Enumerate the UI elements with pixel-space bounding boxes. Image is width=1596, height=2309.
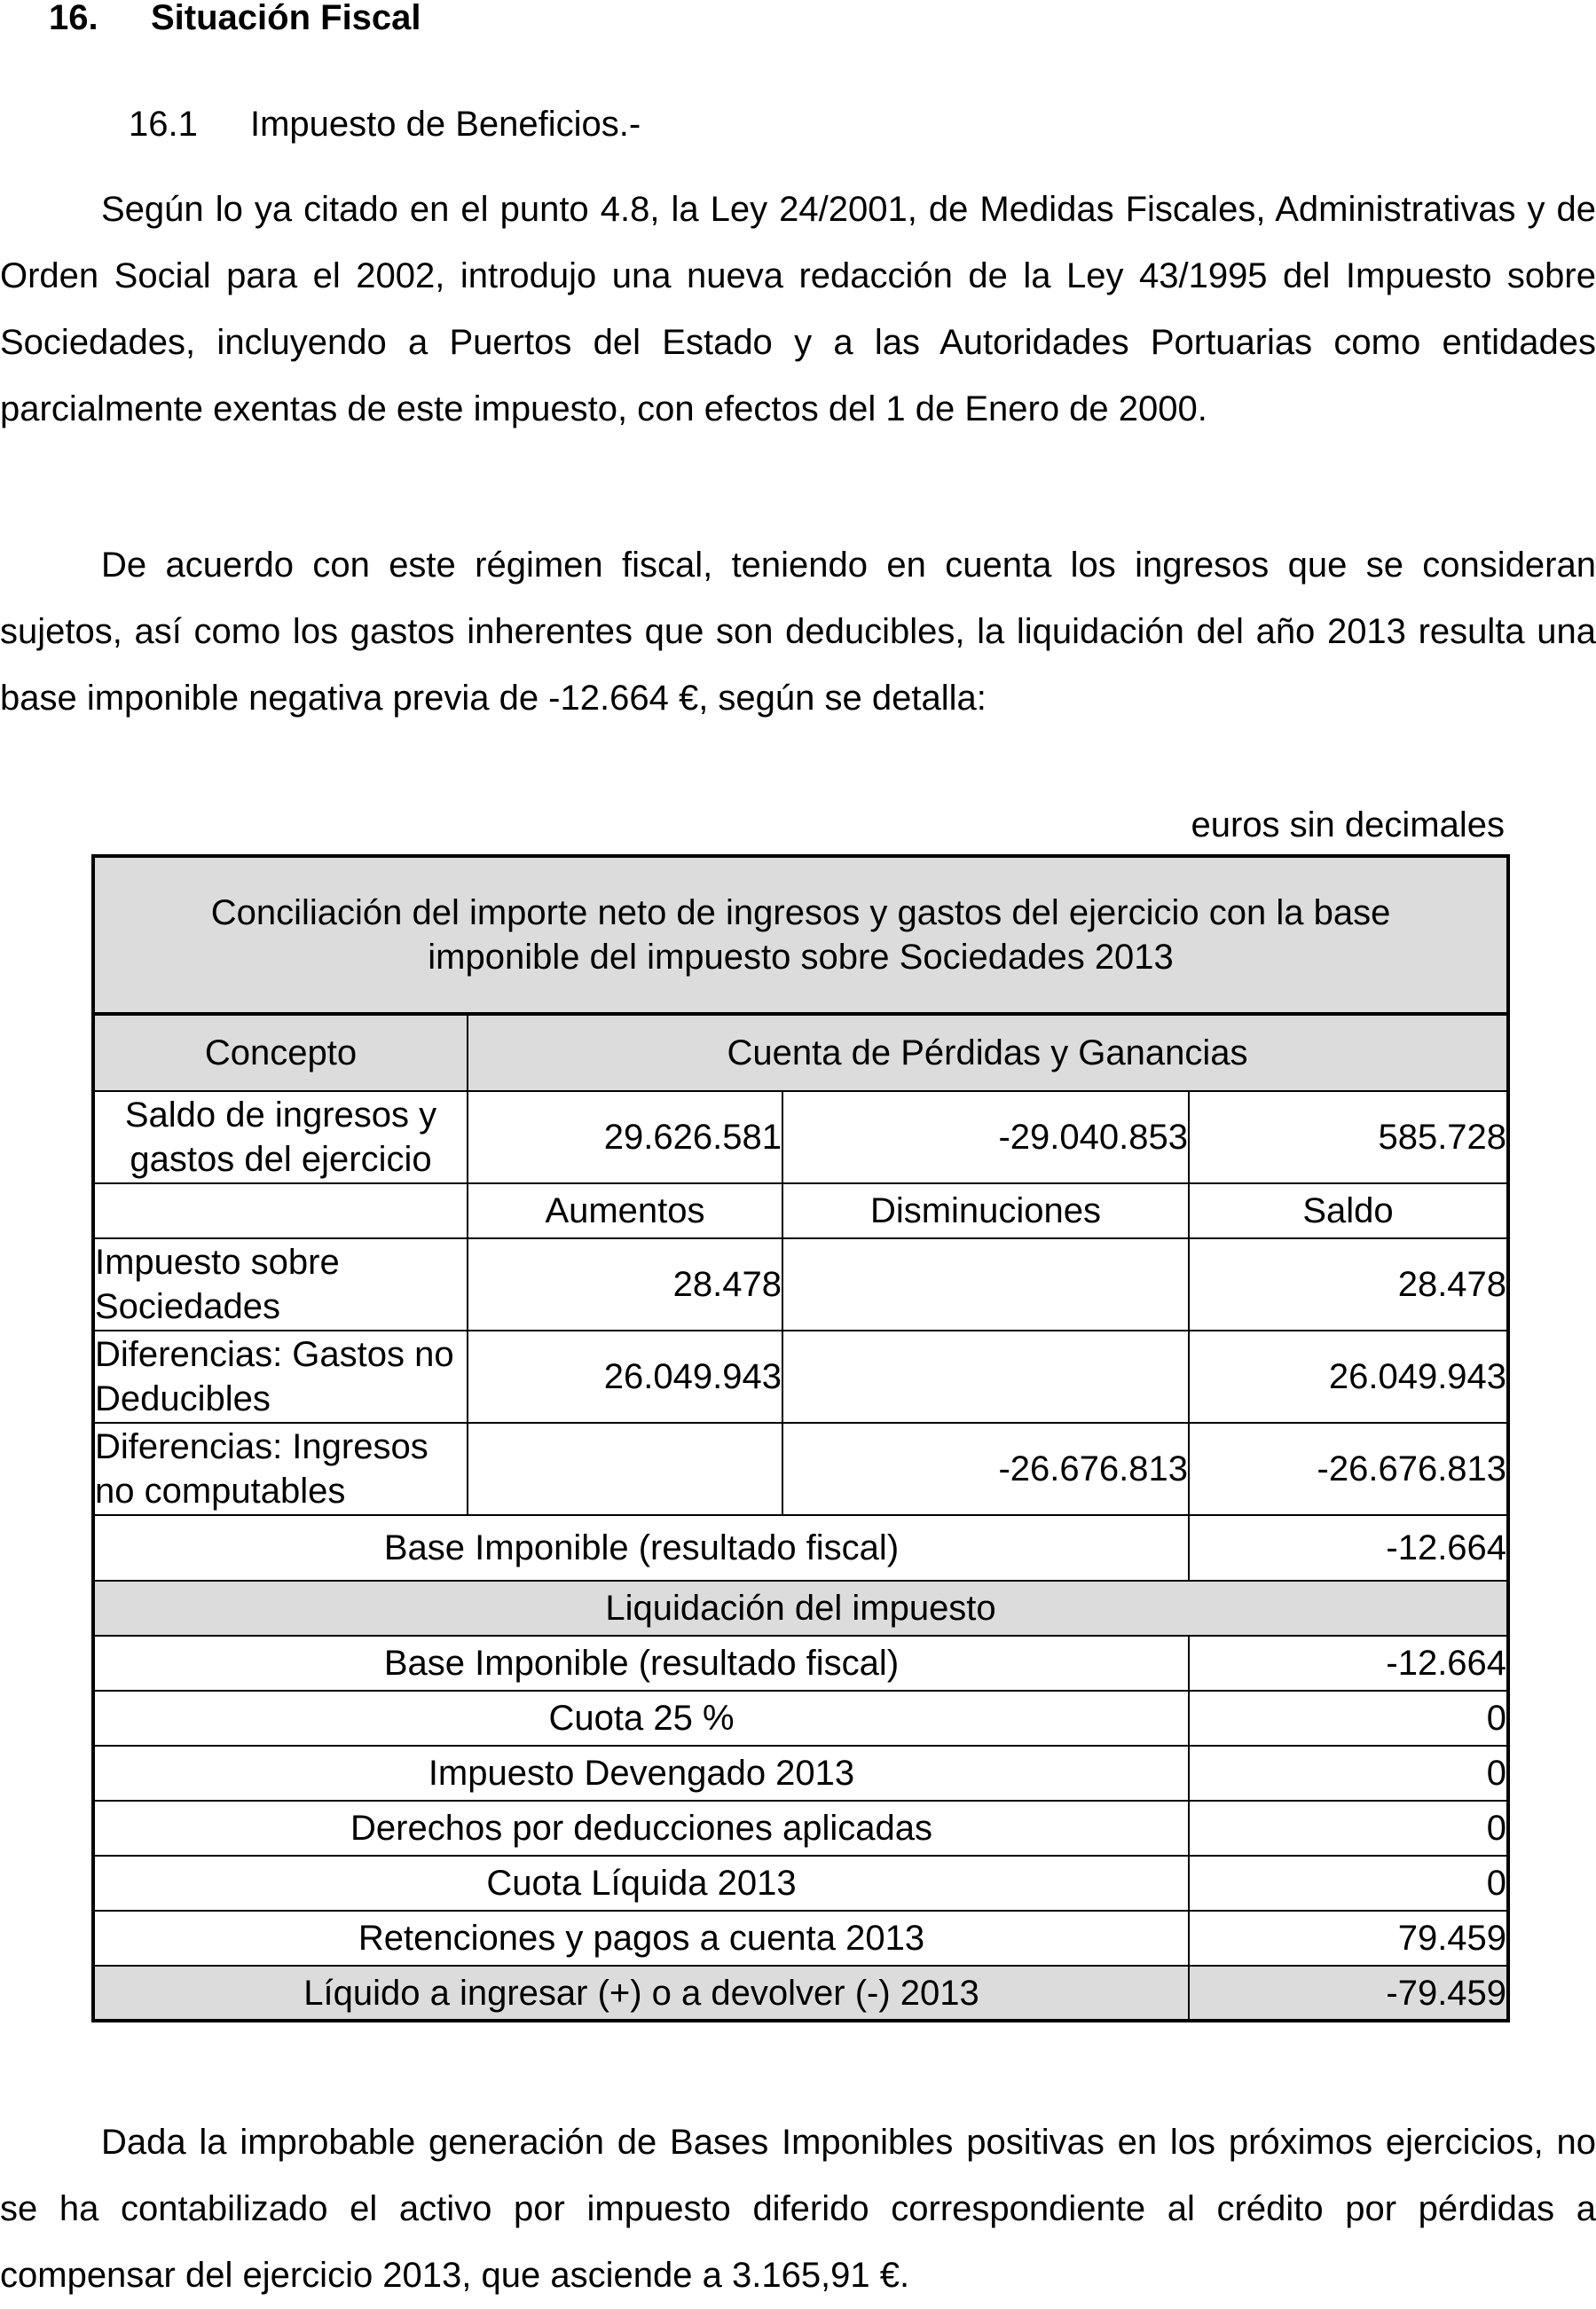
liquidacion-value: 0: [1189, 1801, 1508, 1856]
row-saldo: 28.478: [1189, 1238, 1508, 1331]
liquidacion-label: Impuesto Devengado 2013: [93, 1746, 1189, 1801]
row-saldo: -26.676.813: [1189, 1423, 1508, 1515]
liquidacion-label: Retenciones y pagos a cuenta 2013: [93, 1911, 1189, 1966]
table-row: [93, 1636, 1508, 1691]
paragraph-ley: Según lo ya citado en el punto 4.8, la Ley 24/2001, de Medidas Fiscales, Administrativas y de Orden Social para el 2002, introdujo una nueva redacción de la Ley 43/1995 del Impuesto sobre Sociedades, incluyendo a Puertos del Estado y a las Autoridades Portuarias como entidades parcialmente exentas de este impuesto, con efectos del 1 de Enero de 2000.: [0, 190, 1596, 428]
header-cuenta-pyg: Cuenta de Pérdidas y Ganancias: [468, 1014, 1508, 1091]
table-row: [93, 1238, 1508, 1331]
header-concepto: Concepto: [93, 1014, 468, 1091]
row-aumentos: 26.049.943: [468, 1331, 782, 1423]
table-row: [93, 1911, 1508, 1966]
liquido-value: -79.459: [1189, 1966, 1508, 2021]
subsection-heading: [129, 102, 641, 146]
paragraph-activo-diferido: Dada la improbable generación de Bases Imponibles positivas en los próximos ejercicios, no se ha contabilizado el activo por impuesto diferido correspondiente al crédito por pérdidas a compensar del ejercicio 2013, que asciende a 3.165,91 €.: [0, 2123, 1596, 2295]
table-row: [93, 1423, 1508, 1515]
section-heading: [49, 0, 421, 35]
section-number: 16.: [49, 0, 98, 37]
row-disminuciones: [782, 1238, 1189, 1331]
table-row: [93, 1691, 1508, 1746]
saldo-label: Saldo de ingresos y gastos del ejercicio: [93, 1091, 468, 1183]
table-title: Conciliación del importe neto de ingresos y gastos del ejercicio con la base imponible del impuesto sobre Sociedades 2013: [93, 856, 1508, 1014]
liquidacion-title: Liquidación del impuesto: [93, 1581, 1508, 1636]
table-row: [93, 1746, 1508, 1801]
subheader-empty: [93, 1183, 468, 1238]
liquidacion-title-row: [93, 1581, 1508, 1636]
table-row-liquido: [93, 1966, 1508, 2021]
saldo-value-neto: 585.728: [1189, 1091, 1508, 1183]
liquidacion-value: 0: [1189, 1746, 1508, 1801]
liquidacion-value: 0: [1189, 1856, 1508, 1911]
subsection-title: Impuesto de Beneficios.-: [250, 105, 641, 144]
liquidacion-value: 0: [1189, 1691, 1508, 1746]
base-imponible-label: Base Imponible (resultado fiscal): [93, 1515, 1189, 1581]
table-subheader-row: [93, 1183, 1508, 1238]
subheader-disminuciones: Disminuciones: [782, 1183, 1189, 1238]
liquidacion-label: Base Imponible (resultado fiscal): [93, 1636, 1189, 1691]
table-row: [93, 1801, 1508, 1856]
section-title: Situación Fiscal: [151, 0, 421, 37]
liquidacion-label: Cuota 25 %: [93, 1691, 1189, 1746]
table-header-row: [93, 1014, 1508, 1091]
saldo-value-ingresos: 29.626.581: [468, 1091, 782, 1183]
liquidacion-label: Cuota Líquida 2013: [93, 1856, 1189, 1911]
row-disminuciones: [782, 1331, 1189, 1423]
liquidacion-value: 79.459: [1189, 1911, 1508, 1966]
table-row: [93, 1856, 1508, 1911]
liquido-label: Líquido a ingresar (+) o a devolver (-) 2013: [93, 1966, 1189, 2021]
table-row-saldo: [93, 1091, 1508, 1183]
subheader-aumentos: Aumentos: [468, 1183, 782, 1238]
row-saldo: 26.049.943: [1189, 1331, 1508, 1423]
table-title-row: [93, 856, 1508, 1014]
table-row-base-imponible: [93, 1515, 1508, 1581]
liquidacion-label: Derechos por deducciones aplicadas: [93, 1801, 1189, 1856]
fiscal-reconciliation-table: [91, 854, 1510, 2022]
row-aumentos: [468, 1423, 782, 1515]
units-note: euros sin decimales: [1191, 805, 1505, 844]
saldo-value-gastos: -29.040.853: [782, 1091, 1189, 1183]
row-label: Impuesto sobre Sociedades: [93, 1238, 468, 1331]
base-imponible-value: -12.664: [1189, 1515, 1508, 1581]
subsection-number: 16.1: [129, 105, 198, 144]
row-disminuciones: -26.676.813: [782, 1423, 1189, 1515]
subheader-saldo: Saldo: [1189, 1183, 1508, 1238]
table-row: [93, 1331, 1508, 1423]
row-label: Diferencias: Ingresos no computables: [93, 1423, 468, 1515]
paragraph-regimen-fiscal: De acuerdo con este régimen fiscal, teniendo en cuenta los ingresos que se consideran sujetos, así como los gastos inherentes que son deducibles, la liquidación del año 2013 resulta una base imponible negativa previa de -12.664 €, según se detalla:: [0, 546, 1596, 718]
liquidacion-value: -12.664: [1189, 1636, 1508, 1691]
row-label: Diferencias: Gastos no Deducibles: [93, 1331, 468, 1423]
row-aumentos: 28.478: [468, 1238, 782, 1331]
